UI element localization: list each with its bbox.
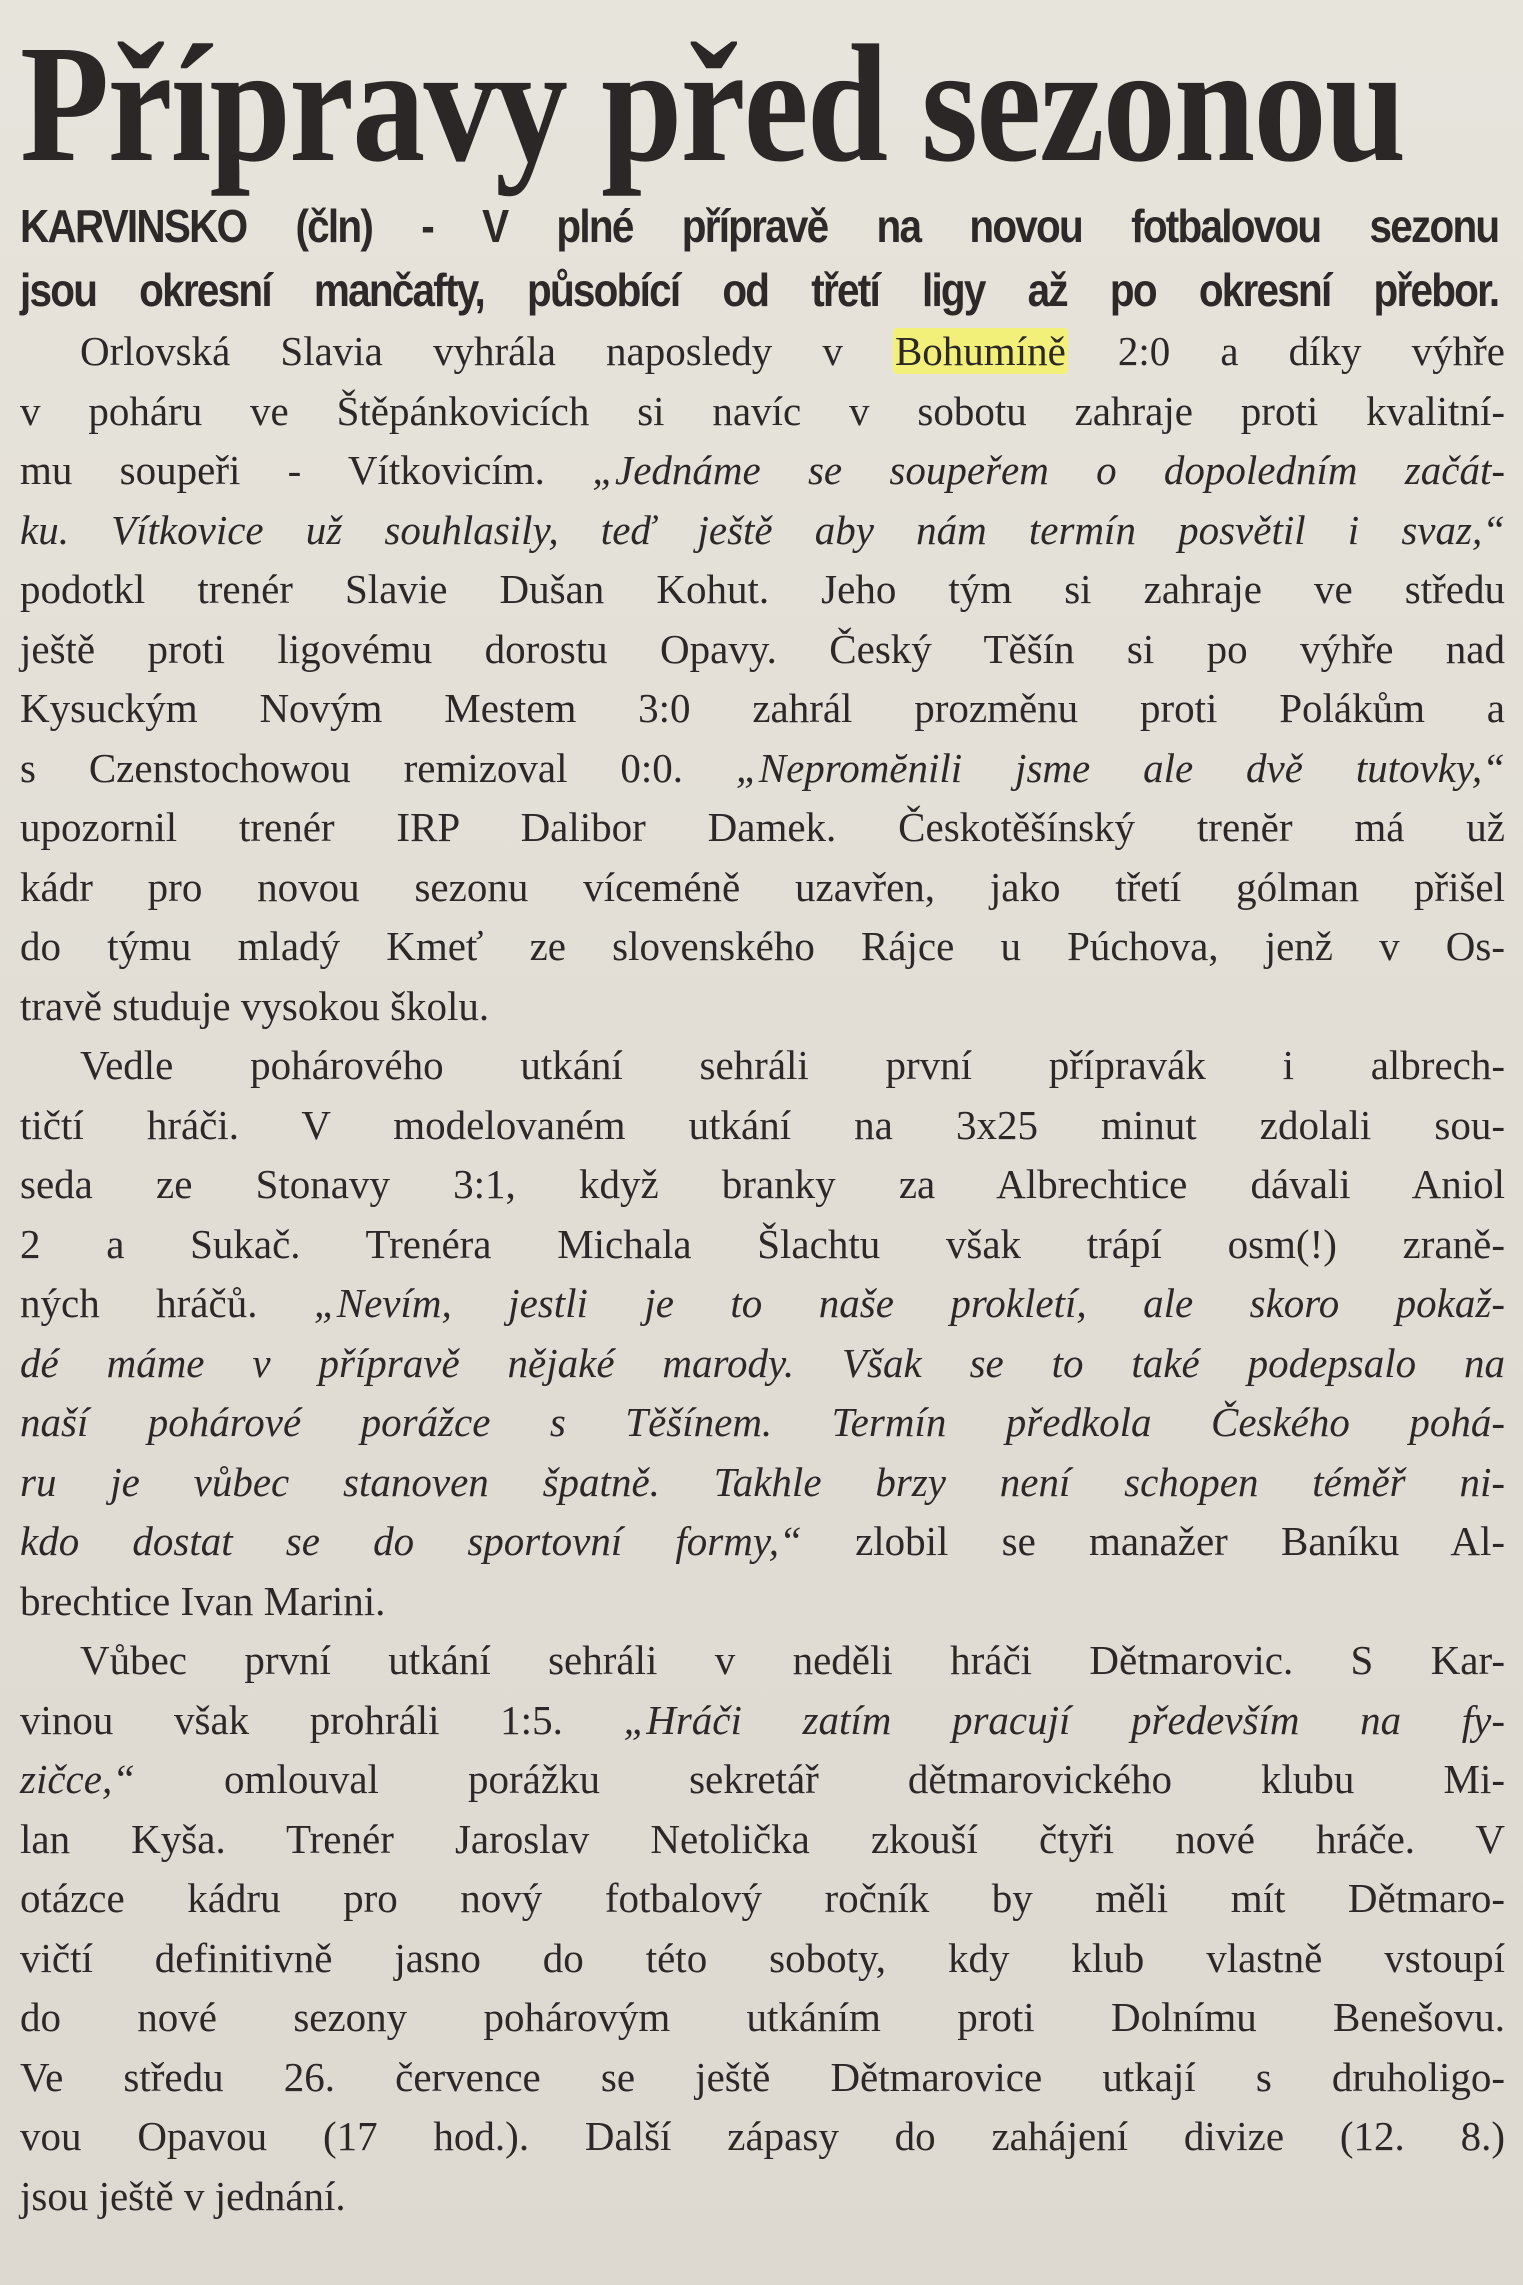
text-run: Orlovská Slavia vyhrála naposledy v <box>80 328 893 374</box>
text-line: ještě proti ligovému dorostu Opavy. Český Těšín si po výhře nad <box>20 625 1505 672</box>
text-line: brechtice Ivan Marini. <box>20 1577 386 1624</box>
quote-run: „Jednáme se soupeřem o dopoledním začát- <box>592 447 1505 493</box>
text-line: vičtí definitivně jasno do této soboty, kdy klub vlastně vstoupí <box>20 1934 1505 1981</box>
text-line: Vedle pohárového utkání sehráli první přípravák i albrech- <box>80 1042 1505 1088</box>
text-line: do nové sezony pohárovým utkáním proti Dolnímu Benešovu. <box>20 1994 1505 2040</box>
text-run: vinou však prohráli 1:5. <box>20 1696 624 1743</box>
text-line: Ve středu 26. července se ještě Dětmarovice utkají s druholigo- <box>20 2053 1505 2100</box>
text-run: omlouval porážku sekretář dětmarovického klubu Mi- <box>135 1756 1505 1802</box>
text-line <box>20 441 1505 501</box>
quote-run: „Nepromĕnili jsme ale dvě tutovky,“ <box>735 744 1505 791</box>
lead-paragraph <box>20 194 1498 322</box>
text-line <box>20 1512 1505 1572</box>
text-run: zlobil se manažer Baníku Al- <box>801 1518 1505 1564</box>
paragraph-1 <box>20 322 1505 1036</box>
quote-run: „Nevím, jestli je to naše prokletí, ale skoro pokaž- <box>313 1280 1505 1326</box>
text-run: mu soupeři - Vítkovicím. <box>20 447 593 493</box>
text-line: kádr pro novou sezonu víceméně uzavřen, jako třetí gólman přišel <box>20 863 1505 910</box>
text-line: v poháru ve Štěpánkovicích si navíc v sobotu zahraje proti kvalitní- <box>20 387 1505 434</box>
text-line: lan Kyša. Trenér Jaroslav Netolička zkouší čtyři nové hráče. V <box>20 1815 1505 1862</box>
text-line: upozornil trenér IRP Dalibor Damek. Českotěšínský trenĕr má už <box>20 804 1505 850</box>
text-line: 2 a Sukač. Trenéra Michala Šlachtu však trápí osm(!) zraně- <box>20 1220 1505 1267</box>
quote-run: zičce,“ <box>20 1756 135 1802</box>
text-line: seda ze Stonavy 3:1, když branky za Albrechtice dávali Aniol <box>20 1161 1505 1207</box>
article-body <box>20 322 1505 2226</box>
text-line: do týmu mladý Kmeť ze slovenského Rájce u Púchova, jenž v Os- <box>20 923 1505 969</box>
lead-line: jsou okresní mančafty, působící od třetí ligy až po okresní přebor. <box>20 264 1499 316</box>
text-line <box>20 322 1505 382</box>
text-run: ných hráčů. <box>20 1280 314 1326</box>
lead-line: KARVINSKO (čln) - V plné přípravě na novou fotbalovou sezonu <box>20 200 1499 252</box>
quote-line: ru je vůbec stanoven špatně. Takhle brzy není schopen téměř ni- <box>20 1458 1505 1505</box>
text-line: tičtí hráči. V modelovaném utkání na 3x25 minut zdolali sou- <box>20 1101 1505 1148</box>
text-line: Kysuckým Novým Mestem 3:0 zahrál prozměnu proti Polákům a <box>20 685 1505 731</box>
text-line: podotkl trenér Slavie Dušan Kohut. Jeho tým si zahraje ve středu <box>20 566 1505 612</box>
headline: Přípravy před sezonou <box>20 11 1405 197</box>
paragraph-2 <box>20 1036 1505 1631</box>
quote-line: ku. Vítkovice už souhlasily, teď ještě aby nám termín posvětil i svaz,“ <box>20 506 1505 553</box>
quote-run: „Hráči zatím pracují především na fy- <box>623 1696 1505 1743</box>
text-run: s Czenstochowou remizoval 0:0. <box>20 744 736 791</box>
text-line: travě studuje vysokou školu. <box>20 982 490 1029</box>
text-line: jsou ještě v jednání. <box>20 2172 346 2219</box>
text-line: otázce kádru pro nový fotbalový ročník by měli mít Dětmaro- <box>20 1875 1505 1921</box>
text-line <box>20 1274 1505 1334</box>
quote-line: naší pohárové porážce s Těšínem. Termín předkola Českého pohá- <box>20 1399 1505 1445</box>
highlighted-word: Bohumíně <box>894 328 1066 374</box>
text-line <box>20 739 1505 799</box>
text-line: Vůbec první utkání sehráli v neděli hráči Dětmarovic. S Kar- <box>80 1637 1505 1683</box>
quote-line: dé máme v přípravě nějaké marody. Však se to také podepsalo na <box>20 1339 1505 1386</box>
quote-run: kdo dostat se do sportovní formy,“ <box>20 1518 802 1564</box>
text-line <box>20 1691 1505 1751</box>
text-line: vou Opavou (17 hod.). Další zápasy do zahájení divize (12. 8.) <box>20 2113 1505 2159</box>
text-run: 2:0 a díky výhře <box>1067 328 1505 374</box>
paragraph-3 <box>20 1631 1505 2226</box>
text-line <box>20 1750 1505 1810</box>
